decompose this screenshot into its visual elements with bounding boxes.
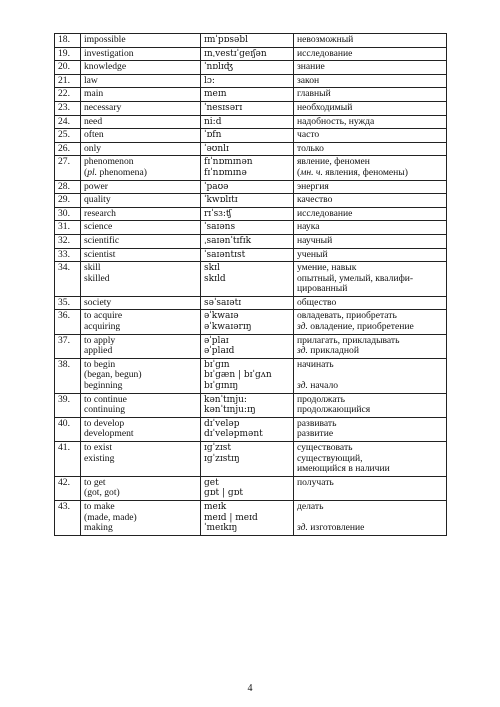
abbreviation: зд. (297, 321, 308, 333)
translation-line: развивать (297, 417, 337, 429)
translation-cell (294, 262, 447, 297)
table-row (55, 334, 447, 358)
page-number: 4 (247, 683, 253, 694)
word-line: to begin (84, 358, 116, 370)
transcription-line: rɪˈsɜ:ʧ (204, 208, 232, 219)
table-row (55, 194, 447, 208)
translation-line: зд. прикладной (297, 345, 359, 357)
transcription-cell (201, 393, 294, 417)
translation-cell (294, 61, 447, 75)
transcription-line: ˈkwɒlɪtɪ (204, 195, 238, 206)
word-line: to exist (84, 442, 112, 453)
table-row (55, 221, 447, 235)
transcription-cell (201, 500, 294, 535)
translation-cell (294, 310, 447, 334)
table-row (55, 115, 447, 129)
table-row (55, 393, 447, 417)
transcription-line: meɪk (204, 501, 227, 512)
word-line: research (84, 207, 116, 219)
word-line: existing (84, 452, 115, 464)
word-line: to get (84, 476, 106, 488)
table-row (55, 129, 447, 143)
transcription-line: ˈnesɪsərɪ (204, 102, 243, 113)
word-line: quality (84, 194, 111, 206)
translation-cell (294, 194, 447, 208)
translation-line: энергия (297, 180, 329, 192)
row-number-cell: 34. (55, 262, 81, 297)
transcription-cell (201, 194, 294, 208)
word-line: necessary (84, 101, 122, 113)
word-cell (81, 221, 201, 235)
transcription-line: əˈplaɪ (204, 335, 229, 346)
translation-line: наука (297, 221, 320, 233)
table-row (55, 74, 447, 88)
word-line: society (84, 296, 112, 308)
table-row (55, 442, 447, 477)
transcription-line: ɪmˈpɒsəbl (204, 35, 248, 45)
transcription-cell (201, 88, 294, 102)
transcription-line: bɪˈgɪn (204, 359, 230, 370)
transcription-cell (201, 442, 294, 477)
table-row (55, 34, 447, 48)
table-row (55, 262, 447, 297)
translation-line: (мн. ч. явления, феномены) (297, 166, 408, 178)
transcription-line: ˈpaʊə (204, 181, 229, 192)
word-line: to develop (84, 417, 125, 429)
word-line: need (84, 115, 103, 127)
translation-line: продолжающийся (297, 404, 371, 416)
word-line: to continue (84, 393, 127, 405)
transcription-line: skɪld (204, 273, 226, 284)
word-cell (81, 500, 201, 535)
translation-cell (294, 115, 447, 129)
abbreviation: pl. (87, 166, 98, 178)
word-line: only (84, 142, 102, 154)
transcription-cell (201, 101, 294, 115)
word-cell (81, 296, 201, 310)
translation-cell (294, 207, 447, 221)
translation-line: главный (297, 88, 331, 100)
translation-line: прилагать, прикладывать (297, 334, 400, 346)
transcription-line: ɪgˈzɪst (204, 443, 231, 453)
word-cell (81, 207, 201, 221)
word-line: law (84, 74, 98, 86)
row-number-cell: 42. (55, 476, 81, 500)
transcription-cell (201, 61, 294, 75)
transcription-cell (201, 221, 294, 235)
row-number-cell: 32. (55, 234, 81, 248)
word-line: (began, begun) (84, 369, 142, 381)
row-number-cell: 30. (55, 207, 81, 221)
row-number-cell: 41. (55, 442, 81, 477)
transcription-line: ni:d (204, 116, 222, 127)
transcription-line: ɪgˈzɪstɪŋ (204, 453, 240, 464)
row-number-cell: 20. (55, 61, 81, 75)
translation-line: качество (297, 194, 333, 206)
transcription-cell (201, 156, 294, 180)
transcription-line: əˈkwaɪərɪŋ (204, 322, 252, 333)
word-line: making (84, 522, 113, 534)
translation-line: зд. овладение, приобретение (297, 321, 414, 333)
translation-line: имеющийся в наличии (297, 463, 390, 475)
translation-line: исследование (297, 207, 353, 219)
table-row (55, 296, 447, 310)
transcription-line: dɪˈveləpmənt (204, 429, 263, 440)
transcription-line: ˈsaɪəns (204, 222, 236, 233)
row-number-cell: 38. (55, 358, 81, 393)
word-cell (81, 194, 201, 208)
translation-line: зд. начало (297, 380, 339, 392)
row-number-cell: 21. (55, 74, 81, 88)
word-line: scientific (84, 234, 120, 246)
word-cell (81, 61, 201, 75)
transcription-line: get (204, 477, 219, 488)
word-line: (pl. phenomena) (84, 166, 147, 178)
translation-line: невозможный (297, 34, 354, 45)
translation-cell (294, 296, 447, 310)
row-number-cell: 26. (55, 142, 81, 156)
row-number-cell: 22. (55, 88, 81, 102)
row-number-cell: 31. (55, 221, 81, 235)
table-row (55, 500, 447, 535)
transcription-cell (201, 180, 294, 194)
translation-cell (294, 156, 447, 180)
word-line: to apply (84, 334, 116, 346)
word-cell (81, 34, 201, 48)
word-cell (81, 156, 201, 180)
translation-line: цированный (297, 283, 348, 295)
vocabulary-table (54, 33, 447, 536)
word-cell (81, 234, 201, 248)
transcription-line: ˈɒfn (204, 130, 222, 141)
word-line: development (84, 428, 134, 440)
word-line: scientist (84, 248, 116, 260)
word-cell (81, 101, 201, 115)
row-number-cell: 37. (55, 334, 81, 358)
translation-cell (294, 34, 447, 48)
translation-line: существующий, (297, 452, 363, 464)
word-cell (81, 393, 201, 417)
row-number-cell: 40. (55, 417, 81, 441)
word-line: skilled (84, 272, 110, 284)
transcription-line: bɪˈgɪnɪŋ (204, 381, 239, 392)
word-cell (81, 180, 201, 194)
translation-cell (294, 142, 447, 156)
translation-cell (294, 74, 447, 88)
row-number-cell: 28. (55, 180, 81, 194)
transcription-cell (201, 476, 294, 500)
word-line: applied (84, 345, 113, 357)
translation-line: явление, феномен (297, 156, 370, 168)
word-line: investigation (84, 47, 134, 59)
translation-cell (294, 476, 447, 500)
transcription-cell (201, 129, 294, 143)
translation-cell (294, 180, 447, 194)
translation-cell (294, 442, 447, 477)
translation-line: исследование (297, 47, 353, 59)
translation-line: закон (297, 74, 320, 86)
table-row (55, 310, 447, 334)
abbreviation: зд. (297, 380, 308, 392)
transcription-cell (201, 115, 294, 129)
transcription-line: gɒt | gɒt (204, 488, 244, 499)
translation-line: начинать (297, 358, 334, 370)
translation-cell (294, 334, 447, 358)
translation-line: зд. изготовление (297, 522, 365, 534)
translation-cell (294, 500, 447, 535)
transcription-cell (201, 262, 294, 297)
word-cell (81, 248, 201, 262)
translation-cell (294, 221, 447, 235)
word-line: phenomenon (84, 156, 134, 168)
translation-line: знание (297, 61, 325, 73)
word-cell (81, 262, 201, 297)
translation-line: общество (297, 296, 337, 308)
word-line: often (84, 129, 104, 141)
table-row (55, 207, 447, 221)
translation-cell (294, 88, 447, 102)
table-row (55, 180, 447, 194)
transcription-cell (201, 74, 294, 88)
row-number-cell: 33. (55, 248, 81, 262)
translation-cell (294, 248, 447, 262)
transcription-line: əˈplaɪd (204, 346, 235, 357)
transcription-line: ˌsaɪənˈtɪfɪk (204, 235, 252, 246)
transcription-line: ˈəʊnlɪ (204, 143, 229, 154)
row-number-cell: 25. (55, 129, 81, 143)
table-row (55, 88, 447, 102)
transcription-cell (201, 142, 294, 156)
row-number-cell: 24. (55, 115, 81, 129)
transcription-line: əˈkwaɪə (204, 311, 239, 322)
translation-line: получать (297, 476, 334, 488)
transcription-line: ˈnɒlɪʤ (204, 62, 234, 73)
table-row (55, 142, 447, 156)
word-cell (81, 47, 201, 61)
translation-line: продолжать (297, 393, 345, 405)
transcription-cell (201, 47, 294, 61)
abbreviation: зд. (297, 522, 308, 534)
transcription-cell (201, 34, 294, 48)
word-line: impossible (84, 34, 126, 45)
word-cell (81, 476, 201, 500)
word-line: continuing (84, 404, 126, 416)
row-number-cell: 35. (55, 296, 81, 310)
translation-line: развитие (297, 428, 334, 440)
translation-cell (294, 129, 447, 143)
translation-line: существовать (297, 442, 353, 453)
transcription-line: meɪd | meɪd (204, 512, 258, 523)
row-number-cell: 27. (55, 156, 81, 180)
table-row (55, 358, 447, 393)
table-row (55, 476, 447, 500)
transcription-cell (201, 248, 294, 262)
translation-cell (294, 234, 447, 248)
translation-cell (294, 47, 447, 61)
table-row (55, 101, 447, 115)
table-row (55, 61, 447, 75)
translation-line: ученый (297, 248, 328, 260)
transcription-line: kənˈtɪnju:ɪŋ (204, 405, 256, 416)
transcription-line: ˈsaɪəntɪst (204, 249, 246, 260)
transcription-cell (201, 310, 294, 334)
transcription-cell (201, 234, 294, 248)
word-line: acquiring (84, 321, 121, 333)
word-cell (81, 358, 201, 393)
abbreviation: зд. (297, 345, 308, 357)
row-number-cell: 29. (55, 194, 81, 208)
translation-line: опытный, умелый, квалифи- (297, 272, 414, 284)
translation-cell (294, 393, 447, 417)
table-row (55, 47, 447, 61)
word-cell (81, 442, 201, 477)
word-line: skill (84, 262, 101, 274)
word-line: science (84, 221, 113, 233)
transcription-line: səˈsaɪətɪ (204, 297, 242, 308)
row-number-cell: 18. (55, 34, 81, 48)
transcription-line: kənˈtɪnju: (204, 394, 247, 405)
translation-line: умение, навык (297, 262, 357, 274)
table-row (55, 234, 447, 248)
word-cell (81, 115, 201, 129)
word-cell (81, 310, 201, 334)
transcription-line: ɪnˌvestɪˈgeɪʃən (204, 48, 267, 59)
word-cell (81, 74, 201, 88)
word-line: main (84, 88, 104, 100)
vocabulary-table-body (55, 34, 447, 536)
table-row (55, 417, 447, 441)
transcription-cell (201, 334, 294, 358)
translation-cell (294, 358, 447, 393)
translation-line: овладевать, приобретать (297, 310, 397, 322)
translation-cell (294, 101, 447, 115)
word-cell (81, 129, 201, 143)
translation-line: только (297, 142, 324, 154)
word-cell (81, 142, 201, 156)
transcription-line: skɪl (204, 263, 220, 274)
translation-line: делать (297, 500, 324, 512)
translation-line: надобность, нужда (297, 115, 375, 127)
word-line: to make (84, 500, 115, 512)
transcription-line: bɪˈgæn | bɪˈgʌn (204, 370, 272, 381)
word-line: to acquire (84, 310, 123, 322)
transcription-cell (201, 358, 294, 393)
row-number-cell: 39. (55, 393, 81, 417)
word-line: (got, got) (84, 487, 120, 499)
transcription-line: fɪˈnɒmɪnə (204, 167, 247, 178)
word-cell (81, 334, 201, 358)
row-number-cell: 43. (55, 500, 81, 535)
word-line: power (84, 180, 108, 192)
transcription-line: ˈmeɪkɪŋ (204, 523, 238, 534)
transcription-cell (201, 417, 294, 441)
word-line: beginning (84, 380, 123, 392)
transcription-line: lɔ: (204, 75, 215, 86)
translation-line: необходимый (297, 101, 353, 113)
transcription-line: fɪˈnɒmɪnən (204, 157, 253, 168)
translation-line: часто (297, 129, 320, 141)
row-number-cell: 23. (55, 101, 81, 115)
abbreviation: мн. ч. (300, 166, 323, 178)
translation-cell (294, 417, 447, 441)
transcription-cell (201, 296, 294, 310)
word-line: knowledge (84, 61, 127, 73)
word-line: (made, made) (84, 511, 137, 523)
row-number-cell: 19. (55, 47, 81, 61)
row-number-cell: 36. (55, 310, 81, 334)
translation-line: научный (297, 234, 333, 246)
table-row (55, 156, 447, 180)
table-row (55, 248, 447, 262)
word-cell (81, 88, 201, 102)
transcription-line: meɪn (204, 89, 227, 100)
transcription-cell (201, 207, 294, 221)
transcription-line: dɪˈveləp (204, 418, 240, 429)
word-cell (81, 417, 201, 441)
